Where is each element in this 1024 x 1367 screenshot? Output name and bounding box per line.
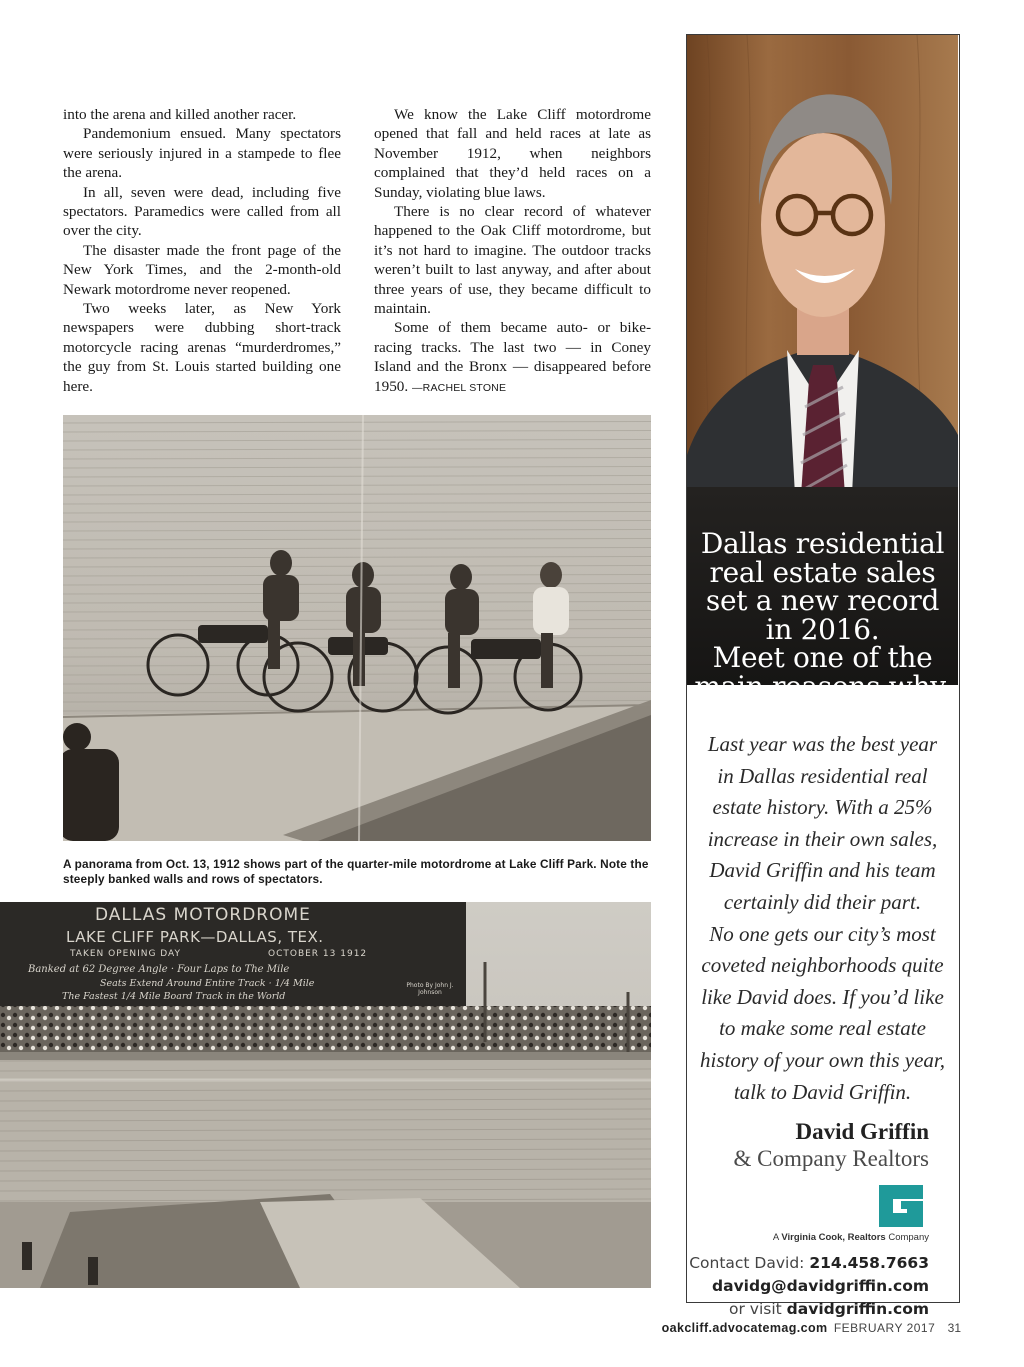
banner-photo-credit: Photo By John J. Johnson xyxy=(406,982,454,996)
body-line: talk to David Griffin. xyxy=(733,1079,912,1104)
website-link[interactable]: davidgriffin.com xyxy=(786,1300,929,1318)
g-logo-icon xyxy=(875,1179,927,1231)
contact-website-line xyxy=(689,1298,929,1321)
footer-site[interactable]: oakcliff.advocatemag.com xyxy=(661,1321,828,1335)
body-line: certainly did their part. xyxy=(723,889,922,914)
body-line: to make some real estate xyxy=(719,1016,926,1041)
brand-block xyxy=(734,1118,929,1171)
article-paragraph: Two weeks later, as New York newspapers were dubbing short-track motorcycle racing arenas “murderdromes,” the guy from St. Louis started building one here. xyxy=(63,300,341,395)
headline-line: Meet one of the xyxy=(712,641,933,674)
contact-phone-line xyxy=(689,1252,929,1275)
email-link[interactable]: davidg@davidgriffin.com xyxy=(712,1277,929,1295)
page-footer xyxy=(662,1321,961,1335)
photo-caption: A panorama from Oct. 13, 1912 shows part of the quarter-mile motordrome at Lake Cliff Park. Note the steeply banked walls and rows of spectators. xyxy=(63,857,649,886)
contact-block xyxy=(689,1252,929,1321)
affiliate-suffix: Company xyxy=(888,1232,929,1243)
banner-date: OCTOBER 13 1912 xyxy=(268,949,368,959)
article-paragraph: There is no clear record of whatever happened to the Oak Cliff motordrome, but it’s not hard to imagine. The outdoor tracks weren’t built to last anyway, and after about three years of use, they became difficult to maintain. xyxy=(374,203,651,318)
banner-title: DALLAS MOTORDROME xyxy=(95,905,311,925)
page-number: 31 xyxy=(947,1321,961,1335)
body-line: estate history. With a 25% xyxy=(712,795,933,820)
banner-banked: Banked at 62 Degree Angle · Four Laps to The Mile xyxy=(28,964,290,975)
contact-email-line xyxy=(689,1275,929,1298)
headline-line: Dallas residential xyxy=(700,527,945,560)
phone-link[interactable]: 214.458.7663 xyxy=(809,1254,929,1272)
visit-label: or visit xyxy=(729,1300,782,1318)
article-paragraph: Pandemonium ensued. Many spectators were seriously injured in a stampede to flee the arena. xyxy=(63,125,341,182)
body-line: increase in their own sales, xyxy=(707,826,938,851)
headline-line: set a new record xyxy=(705,584,940,617)
motordrome-panorama-photo xyxy=(0,902,651,1288)
affiliate-prefix: A xyxy=(772,1232,779,1243)
article-paragraph-text: Some of them became auto- or bike-racing tracks. The last two — in Coney Island and the Bronx — disappeared before 1950. xyxy=(374,319,651,395)
article-column-right xyxy=(374,105,651,398)
banner-location: LAKE CLIFF PARK—DALLAS, TEX. xyxy=(66,928,324,946)
banner-fastest: The Fastest 1/4 Mile Board Track in the World xyxy=(62,991,286,1002)
brand-name: David Griffin xyxy=(795,1119,929,1144)
article-paragraph: In all, seven were dead, including five spectators. Paramedics were called from all over the city. xyxy=(63,183,341,240)
headline-line: main reasons why. xyxy=(694,669,951,703)
banner-seats: Seats Extend Around Entire Track · 1/4 Mile xyxy=(100,978,315,989)
affiliate-note xyxy=(773,1232,929,1243)
body-line: David Griffin and his team xyxy=(709,858,936,883)
body-line: No one gets our city’s most xyxy=(709,921,936,946)
article-column-left xyxy=(63,105,341,396)
body-line: Last year was the best year xyxy=(707,732,938,756)
ad-headline xyxy=(687,527,958,703)
body-line: coveted neighborhoods quite xyxy=(701,953,944,978)
body-line: like David does. If you’d like xyxy=(701,984,944,1009)
ad-body-text xyxy=(687,729,958,1108)
motordrome-banner xyxy=(0,902,466,1008)
body-line: in Dallas residential real xyxy=(717,763,928,788)
footer-date: FEBRUARY 2017 xyxy=(833,1321,936,1335)
article-paragraph: We know the Lake Cliff motordrome opened that fall and held races at late as November 1912, when neighbors complained that they’d held races on a Sunday, violating blue laws. xyxy=(374,106,651,201)
article-paragraph-last xyxy=(374,318,651,398)
article-paragraph: into the arena and killed another racer. xyxy=(63,106,297,123)
contact-label: Contact David: xyxy=(689,1254,805,1272)
affiliate-name: Virginia Cook, Realtors xyxy=(781,1232,886,1243)
headline-line: real estate sales xyxy=(709,555,936,589)
banner-opening-day: TAKEN OPENING DAY xyxy=(70,949,182,959)
article-paragraph: The disaster made the front page of the New York Times, and the 2-month-old Newark motordrome never reopened. xyxy=(63,241,341,298)
david-griffin-ad[interactable] xyxy=(686,34,960,1318)
headline-line: in 2016. xyxy=(765,612,880,646)
body-line: history of your own this year, xyxy=(700,1047,945,1072)
byline: —RACHEL STONE xyxy=(411,381,507,394)
brand-subtitle: & Company Realtors xyxy=(733,1146,929,1171)
motorcycle-riders-photo xyxy=(63,415,651,841)
